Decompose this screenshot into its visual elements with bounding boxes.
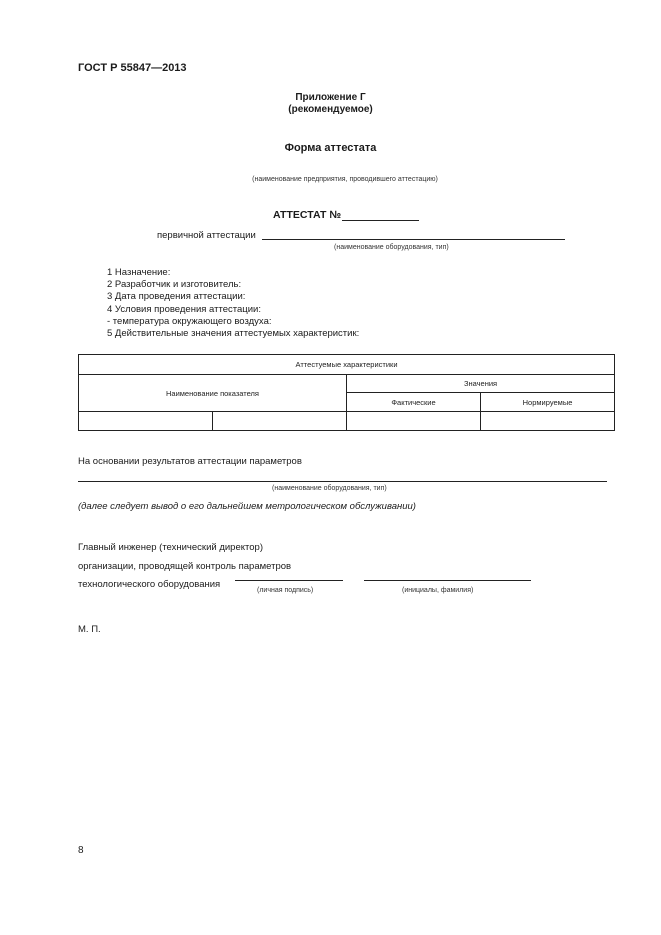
signature-line	[235, 580, 343, 581]
signatory-line: технологического оборудования	[78, 579, 221, 590]
table-cell	[347, 412, 481, 431]
signatory-line: организации, проводящей контроль параметров	[78, 560, 292, 572]
equipment-name-line	[262, 239, 565, 240]
values-header: Значения	[347, 375, 615, 393]
list-item: 3 Дата проведения аттестации:	[107, 291, 246, 303]
page-number: 8	[78, 845, 84, 856]
organization-caption: (наименование предприятия, проводившего аттестацию)	[252, 176, 438, 183]
stamp-place: М. П.	[78, 624, 101, 635]
table-cell	[481, 412, 615, 431]
table-row	[79, 355, 615, 375]
form-title: Форма аттестата	[284, 142, 377, 154]
characteristics-table	[78, 354, 615, 431]
equipment-caption: (наименование оборудования, тип)	[272, 485, 387, 492]
equipment-caption: (наименование оборудования, тип)	[334, 244, 449, 251]
primary-attestation-label: первичной аттестации	[157, 230, 256, 241]
list-item: 4 Условия проведения аттестации:	[107, 303, 261, 315]
document-code: ГОСТ Р 55847—2013	[78, 62, 187, 74]
table-row	[79, 412, 615, 431]
name-line	[364, 580, 531, 581]
certificate-label: АТТЕСТАТ №	[273, 209, 342, 221]
table-cell	[213, 412, 347, 431]
normative-values-header: Нормируемые	[481, 393, 615, 412]
signature-caption: (личная подпись)	[257, 587, 314, 594]
appendix-title: Приложение Г	[295, 92, 366, 103]
basis-text: На основании результатов аттестации параметров	[78, 456, 302, 467]
appendix-type: (рекомендуемое)	[288, 104, 373, 115]
basis-equipment-line	[78, 481, 607, 482]
certificate-number-line	[342, 220, 419, 221]
list-item: 2 Разработчик и изготовитель:	[107, 279, 242, 291]
form-items-list	[107, 267, 359, 340]
list-item: - температура окружающего воздуха:	[107, 315, 272, 327]
indicator-name-header: Наименование показателя	[79, 375, 347, 412]
table-caption-cell: Аттестуемые характеристики	[79, 355, 615, 375]
name-caption: (инициалы, фамилия)	[402, 587, 474, 594]
table-row	[79, 375, 615, 393]
list-item: 5 Действительные значения аттестуемых характеристик:	[107, 328, 360, 340]
actual-values-header: Фактические	[347, 393, 481, 412]
table-cell	[79, 412, 213, 431]
conclusion-note: (далее следует вывод о его дальнейшем метрологическом обслуживании)	[78, 501, 416, 512]
signatory-line: Главный инженер (технический директор)	[78, 542, 263, 553]
list-item: 1 Назначение:	[107, 267, 171, 278]
